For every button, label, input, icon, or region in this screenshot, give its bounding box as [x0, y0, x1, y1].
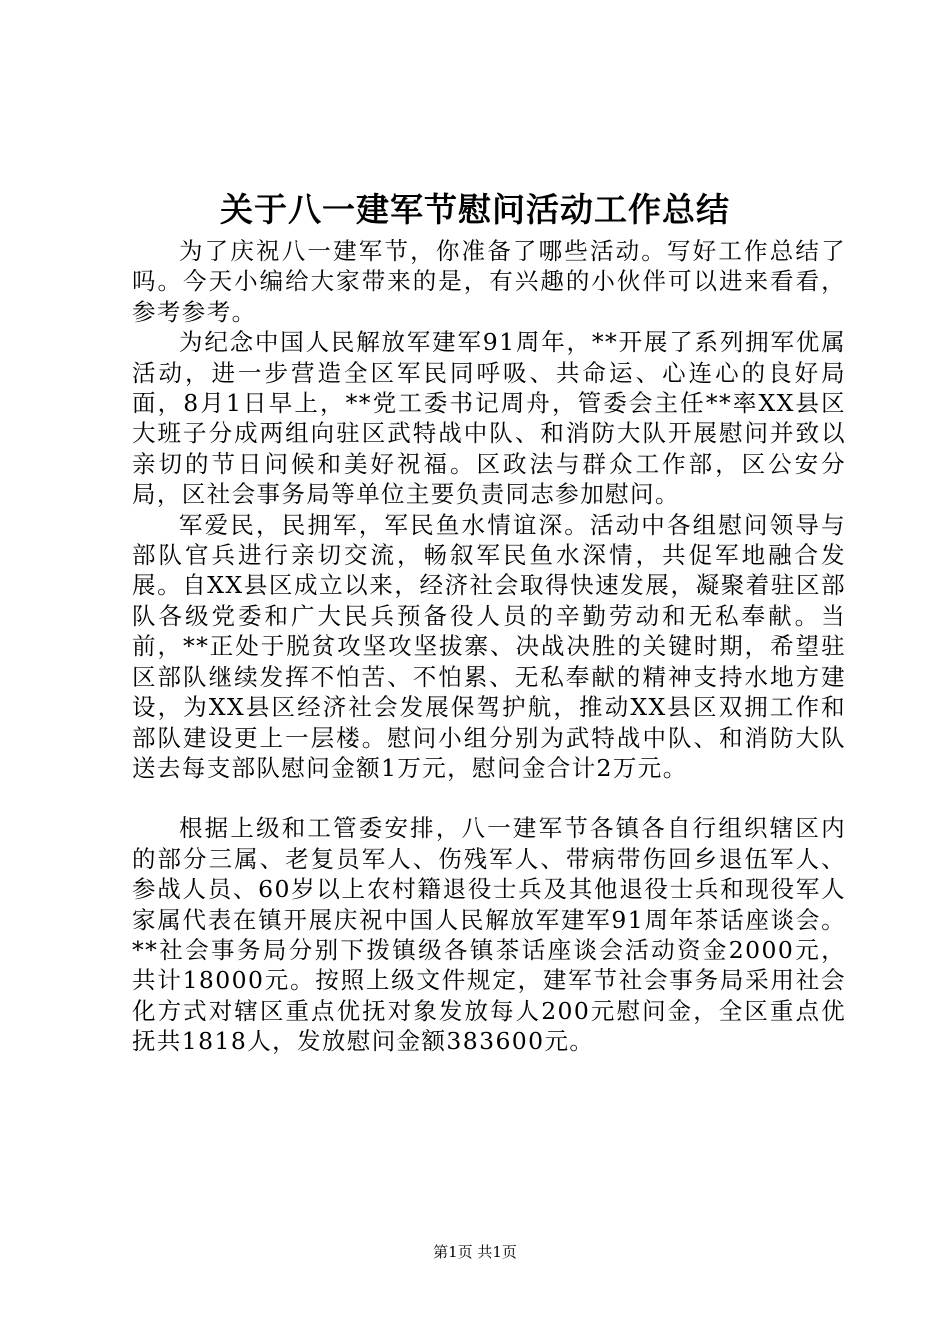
paragraph-intro: 为了庆祝八一建军节，你准备了哪些活动。写好工作总结了吗。今天小编给大家带来的是，有兴趣的小伙伴可以进来看看，参考参考。	[132, 237, 846, 326]
paragraph-military-civilian: 军爱民，民拥军，军民鱼水情谊深。活动中各组慰问领导与部队官兵进行亲切交流，畅叙军民鱼水深情，共促军地融合发展。自XX县区成立以来，经济社会取得快速发展，凝聚着驻区部队各级党委和广大民兵预备役人员的辛勤劳动和无私奉献。当前，**正处于脱贫攻坚攻坚拔寨、决战决胜的关键时期，希望驻区部队继续发挥不怕苦、不怕累、无私奉献的精神支持水地方建设，为XX县区经济社会发展保驾护航，推动XX县区双拥工作和部队建设更上一层楼。慰问小组分别为武特战中队、和消防大队送去每支部队慰问金额1万元，慰问金合计2万元。	[132, 510, 846, 782]
paragraph-commemoration: 为纪念中国人民解放军建军91周年，**开展了系列拥军优属活动，进一步营造全区军民同呼吸、共命运、心连心的良好局面，8月1日早上，**党工委书记周舟，管委会主任**率XX县区大班子分成两组向驻区武特战中队、和消防大队开展慰问并致以亲切的节日问候和美好祝福。区政法与群众工作部，区公安分局，区社会事务局等单位主要负责同志参加慰问。	[132, 328, 846, 509]
document-body	[132, 236, 846, 1057]
document-title: 关于八一建军节慰问活动工作总结	[220, 190, 730, 229]
page-footer: 第1页 共1页	[433, 1243, 517, 1261]
paragraph-town-activities: 根据上级和工管委安排，八一建军节各镇各自行组织辖区内的部分三属、老复员军人、伤残军人、带病带伤回乡退伍军人、参战人员、60岁以上农村籍退役士兵及其他退役士兵和现役军人家属代表在镇开展庆祝中国人民解放军建军91周年茶话座谈会。**社会事务局分别下拨镇级各镇茶话座谈会活动资金2000元，共计18000元。按照上级文件规定，建军节社会事务局采用社会化方式对辖区重点优抚对象发放每人200元慰问金，全区重点优抚共1818人，发放慰问金额383600元。	[132, 814, 846, 1056]
